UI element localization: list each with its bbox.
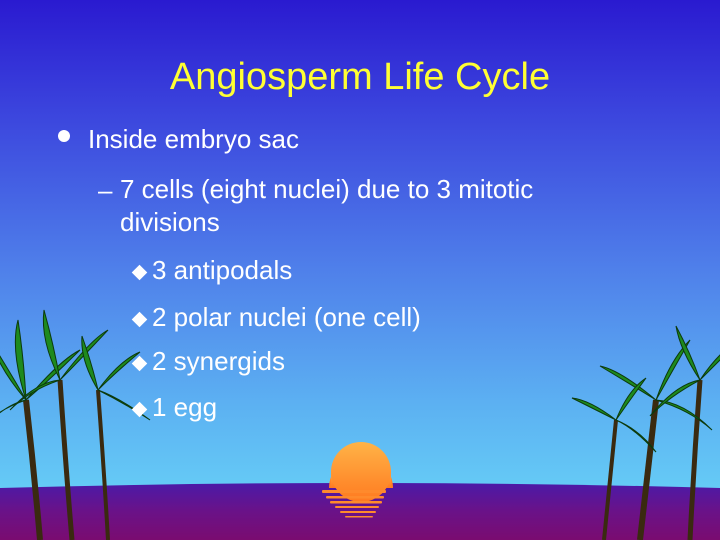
- diamond-bullet-icon: [132, 356, 148, 372]
- dash-bullet-icon: –: [98, 175, 113, 205]
- item-polar-nuclei: 2 polar nuclei (one cell): [152, 302, 421, 332]
- filled-circle-bullet-icon: [58, 130, 70, 142]
- subbullet-line-1: 7 cells (eight nuclei) due to 3 mitotic: [120, 174, 534, 204]
- list-item: [134, 346, 285, 376]
- list-item: [134, 255, 292, 285]
- item-synergids: 2 synergids: [152, 346, 285, 376]
- diamond-bullet-icon: [132, 312, 148, 328]
- list-item: [134, 302, 421, 332]
- diamond-bullet-icon: [132, 265, 148, 281]
- item-antipodals: 3 antipodals: [152, 255, 293, 285]
- slide-title: Angiosperm Life Cycle: [169, 56, 551, 98]
- bullet-inside-embryo-sac: Inside embryo sac: [88, 124, 299, 154]
- list-item: [134, 392, 217, 422]
- item-egg: 1 egg: [152, 392, 218, 422]
- diamond-bullet-icon: [132, 402, 148, 418]
- subbullet-line-2: divisions: [120, 207, 220, 237]
